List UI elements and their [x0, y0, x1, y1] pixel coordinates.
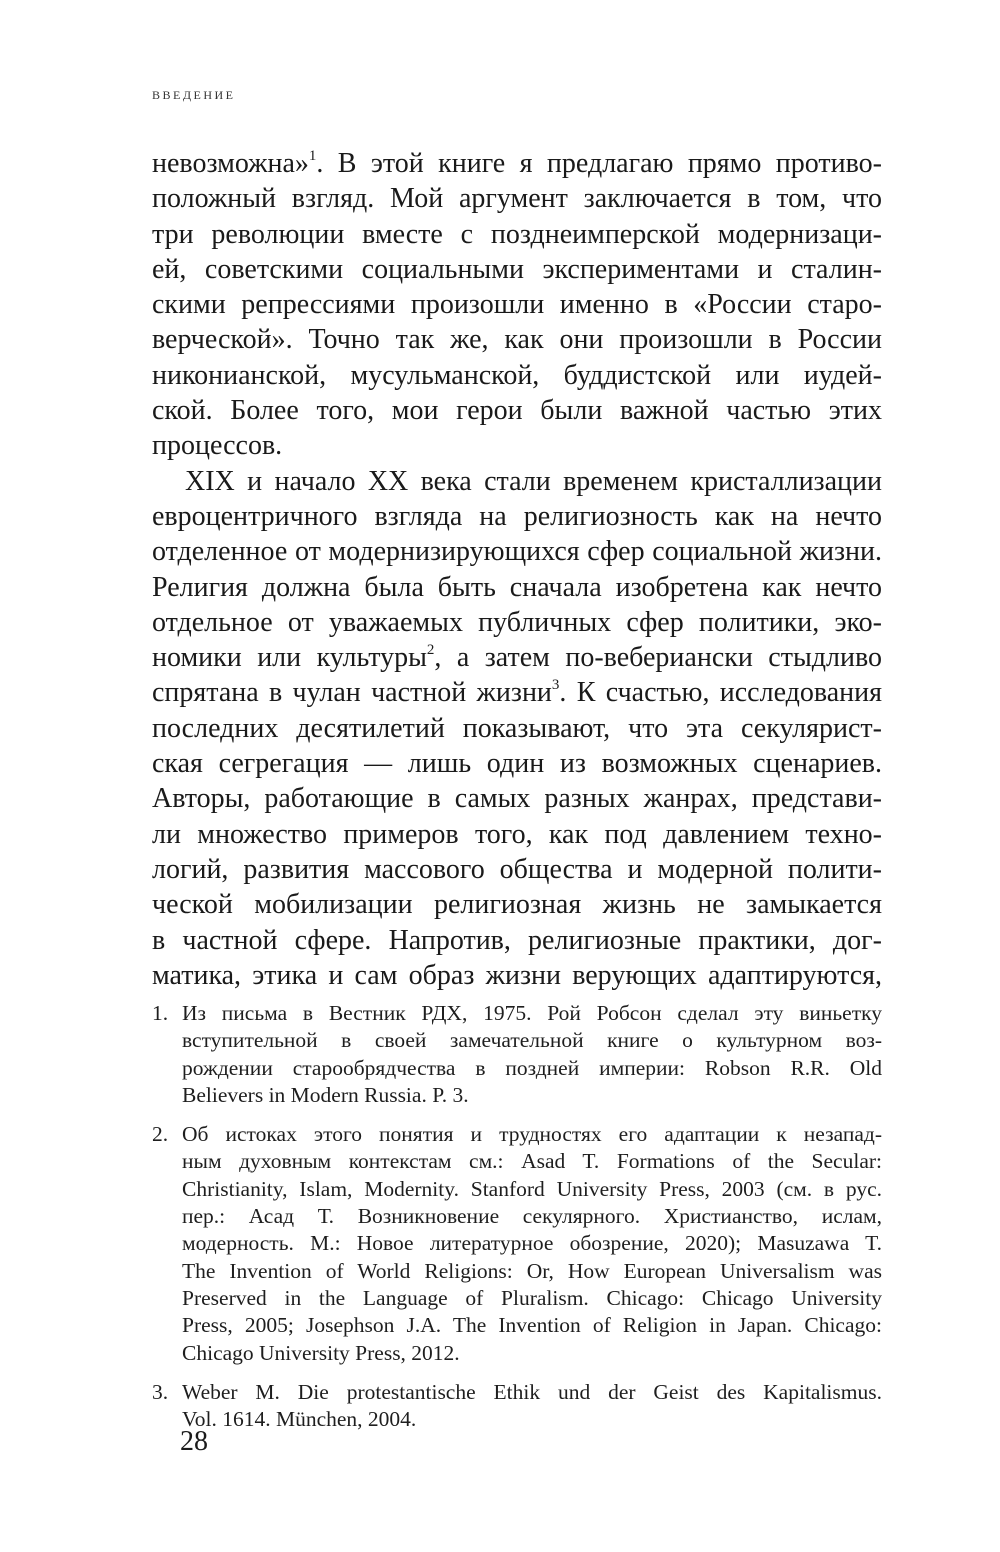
- body-line: процессов.: [152, 430, 283, 462]
- body-line: ская сегрегация — лишь один из возможных сценариев.: [152, 748, 882, 780]
- footnote-line: Believers in Modern Russia. P. 3.: [182, 1082, 469, 1107]
- body-line: матика, этика и сам образ жизни верующих адаптируются,: [152, 959, 882, 991]
- body-line: невозможна»$^1$. В этой книге я предлагаю прямо противо-: [152, 148, 882, 179]
- footnote-line: Weber M. Die protestantische Ethik und der Geist des Kapitalismus.: [182, 1379, 882, 1404]
- body-line: ли множество примеров того, как под давлением техно-: [152, 818, 882, 850]
- footnote-line: Press, 2005; Josephson J.A. The Invention of Religion in Japan. Chicago:: [182, 1313, 882, 1338]
- footnote-line: Об истоках этого понятия и трудностях его адаптации к незапад-: [182, 1122, 882, 1147]
- footnote-number: 2.: [152, 1122, 169, 1147]
- body-line: ской. Более того, мои герои были важной частью этих: [152, 395, 882, 427]
- body-line: Религия должна была быть сначала изобретена как нечто: [152, 571, 882, 603]
- footnote-line: Preserved in the Language of Pluralism. Chicago: Chicago University: [182, 1285, 882, 1310]
- body-line: спрятана в чулан частной жизни$^3$. К счастью, исследования: [152, 677, 883, 709]
- footnote-2: [152, 1121, 882, 1367]
- footnote-ref: 3: [551, 677, 560, 694]
- footnote-line: ным духовным контекстам см.: Asad T. Formations of the Secular:: [182, 1149, 882, 1174]
- footnote-line: пер.: Асад Т. Возникновение секулярного. Христианство, ислам,: [182, 1204, 882, 1229]
- footnote-line: модерность. М.: Новое литературное обозрение, 2020); Masuzawa T.: [182, 1231, 882, 1256]
- body-line: отдельное от уважаемых публичных сфер политики, эко-: [152, 606, 882, 638]
- footnotes: [152, 1000, 882, 1445]
- body-line: последних десятилетий показывают, что эта секулярист-: [152, 712, 882, 744]
- body-line: скими репрессиями произошли именно в «России старо-: [152, 289, 882, 321]
- footnote-number: 3.: [152, 1379, 169, 1404]
- body-line: Авторы, работающие в самых разных жанрах, представи-: [152, 783, 882, 815]
- body-line: в частной сфере. Напротив, религиозные практики, дог-: [152, 924, 882, 956]
- body-line: три революции вместе с позднеимперской модернизаци-: [152, 218, 882, 250]
- footnote-line: Из письма в Вестник РДХ, 1975. Рой Робсон сделал эту виньетку: [182, 1001, 882, 1025]
- body-line: евроцентричного взгляда на религиозность как на нечто: [152, 500, 882, 532]
- body-text: [152, 146, 882, 993]
- body-line: отделенное от модернизирующихся сфер социальной жизни.: [152, 536, 882, 568]
- body-line: положный взгляд. Мой аргумент заключается в том, что: [152, 183, 882, 215]
- footnote-line: Christianity, Islam, Modernity. Stanford University Press, 2003 (см. в рус.: [182, 1176, 882, 1201]
- running-head: ВВЕДЕНИЕ: [152, 88, 236, 102]
- body-line: верческой». Точно так же, как они произошли в России: [152, 324, 882, 356]
- footnote-ref: 1: [308, 148, 317, 164]
- footnote-line: Vol. 1614. München, 2004.: [182, 1407, 417, 1432]
- body-line: XIX и начало XX века стали временем кристаллизации: [185, 465, 882, 497]
- body-line: ческой мобилизации религиозная жизнь не замыкается: [152, 889, 882, 921]
- body-line: логий, развития массового общества и модерной полити-: [152, 853, 882, 885]
- body-line: номики или культуры$^2$, а затем по-вебериански стыдливо: [152, 642, 883, 674]
- body-line: ей, советскими социальными экспериментами и сталин-: [152, 253, 882, 285]
- page-number: 28: [180, 1426, 208, 1457]
- footnote-3: [152, 1379, 882, 1434]
- footnote-line: The Invention of World Religions: Or, How European Universalism was: [182, 1258, 882, 1283]
- footnote-1: [152, 1000, 882, 1109]
- footnote-line: Chicago University Press, 2012.: [182, 1340, 460, 1365]
- footnote-line: вступительной в своей замечательной книге о культурном воз-: [182, 1028, 882, 1053]
- footnote-line: рождении старообрядчества в поздней империи: Robson R.R. Old: [182, 1055, 882, 1080]
- footnote-ref: 2: [426, 642, 435, 659]
- body-line: никонианской, мусульманской, буддистской или иудей-: [152, 359, 882, 391]
- footnote-number: 1.: [152, 1001, 169, 1025]
